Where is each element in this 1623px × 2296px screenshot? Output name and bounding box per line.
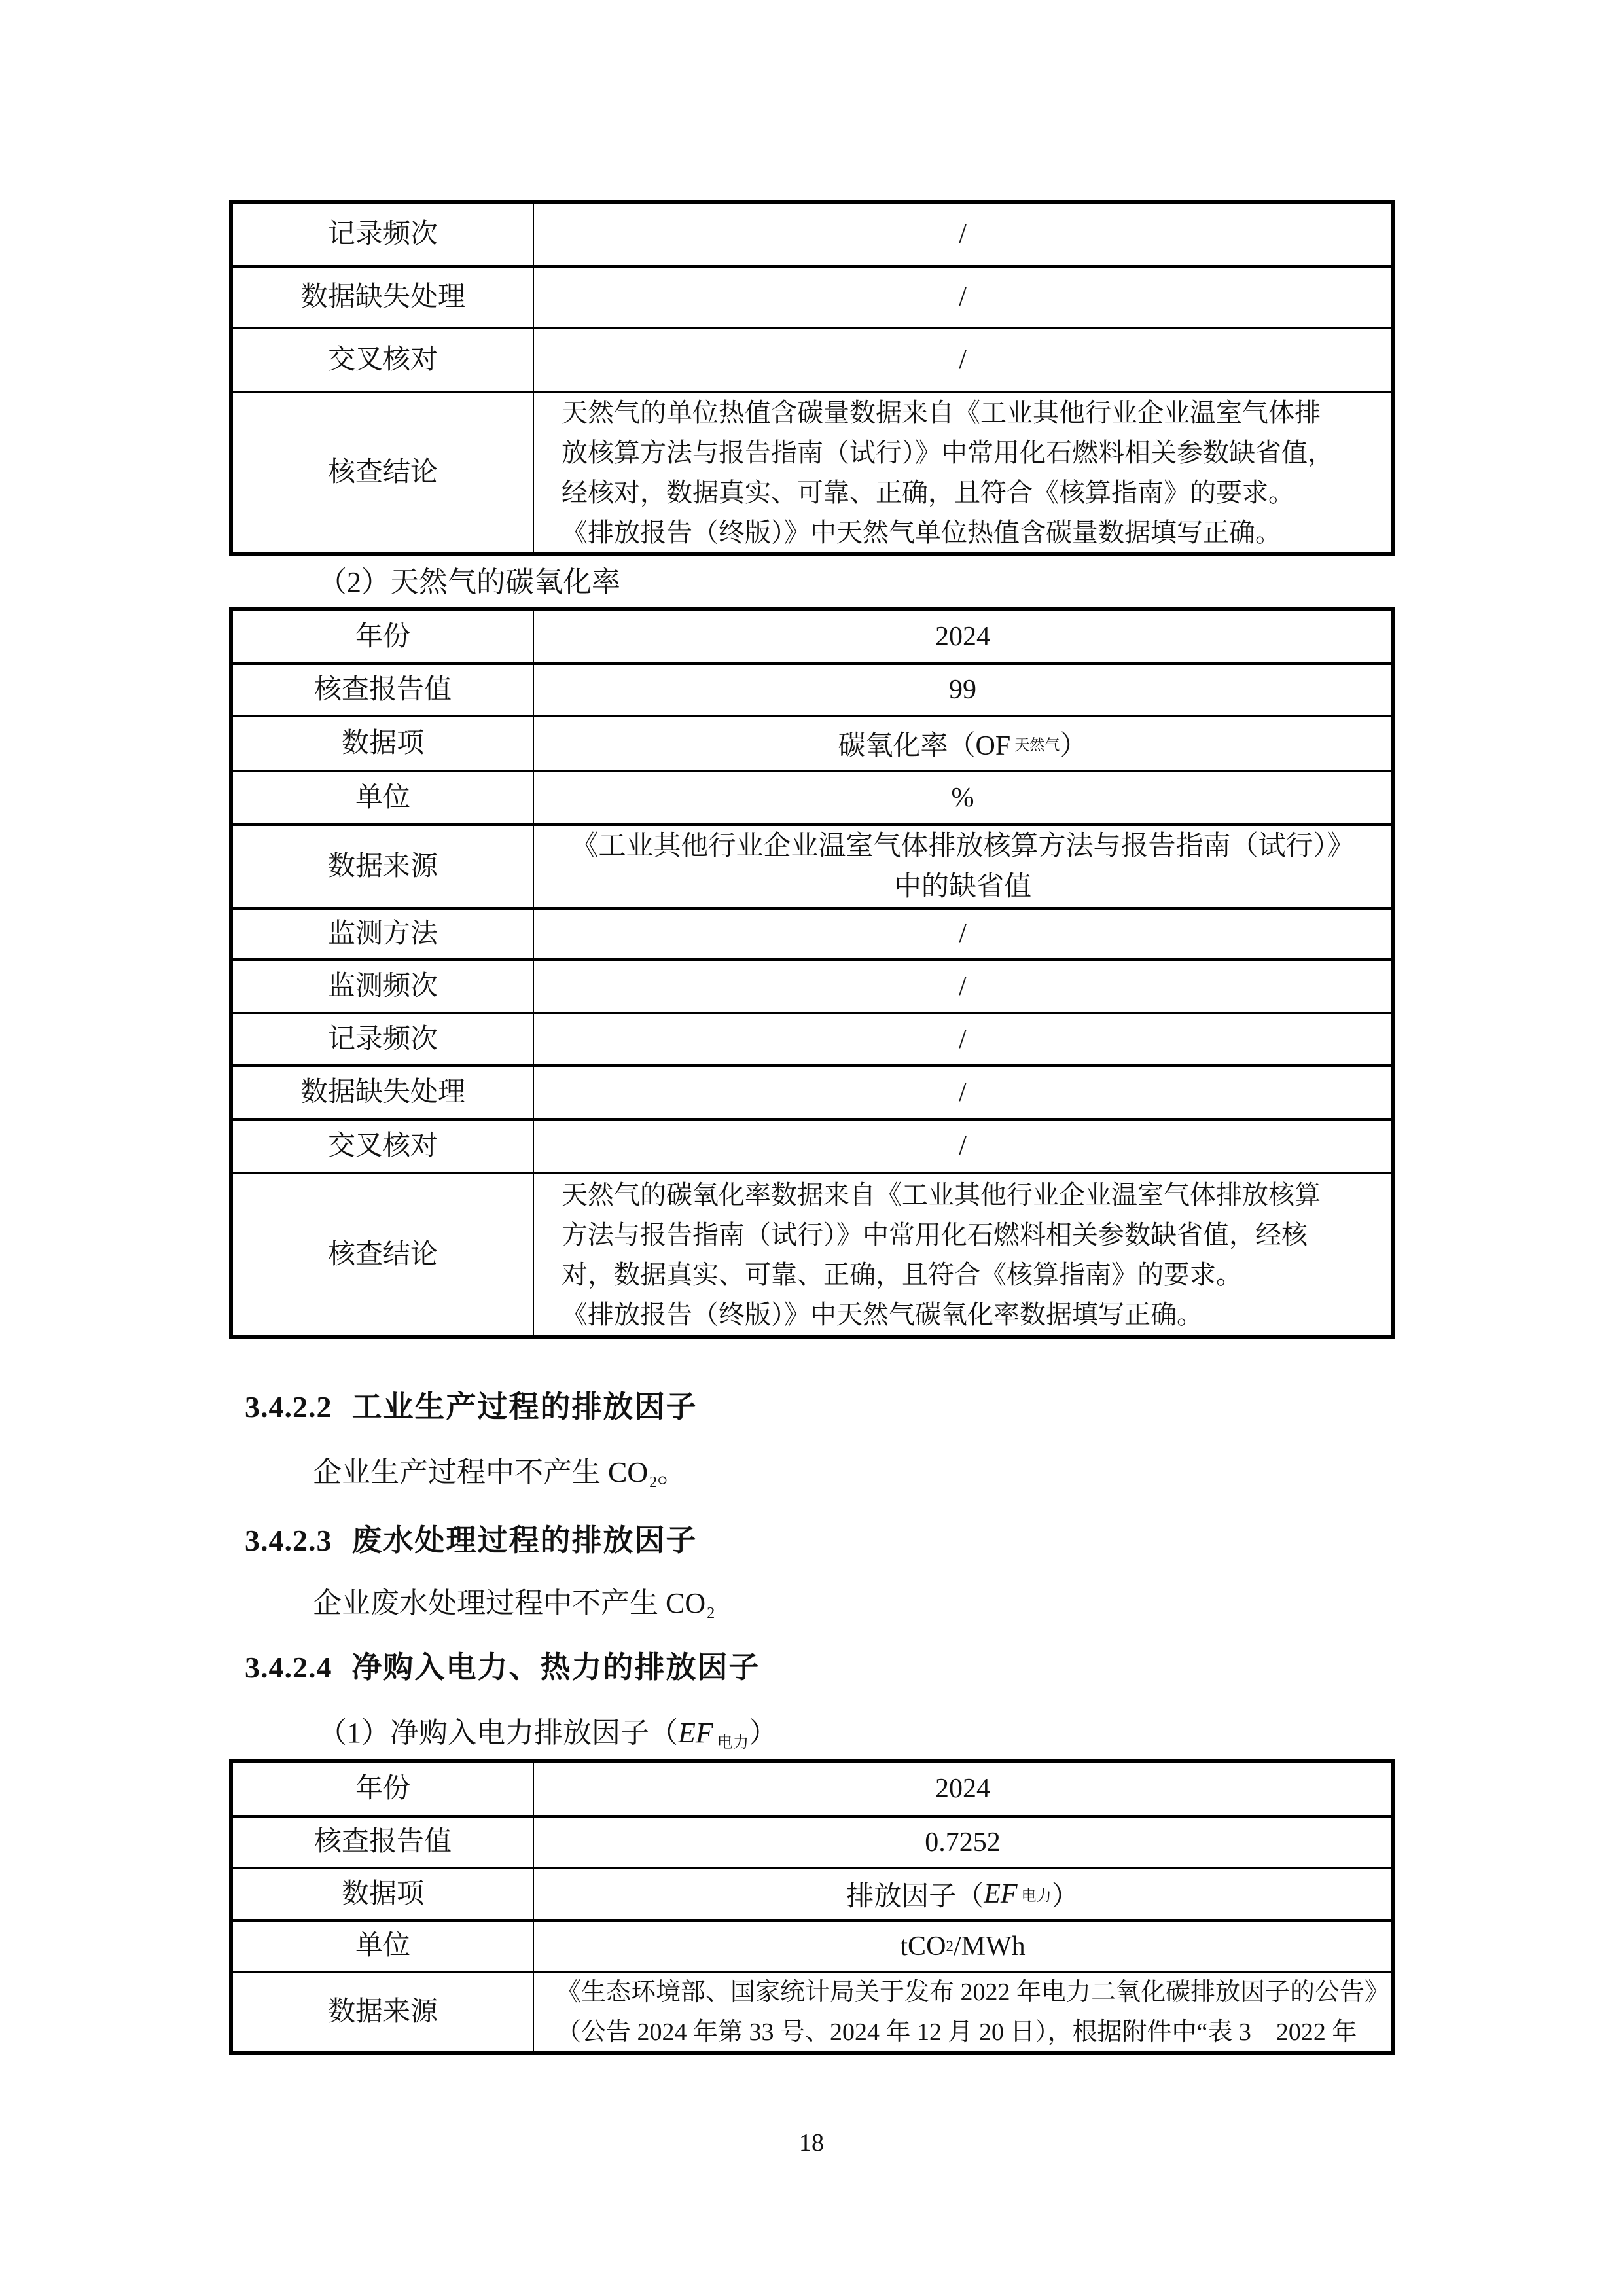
row-value: / [959,345,967,375]
unit-text: tCO [900,1931,946,1962]
subheading-text: ） [749,1717,778,1749]
heading-3-4-2-3 [245,1522,698,1558]
paragraph-wastewater-process [313,1585,715,1632]
data-source-text [534,1973,1391,2051]
conclusion-line: 方法与报告指南（试行）》中常用化石燃料相关参数缺省值，经核 [562,1220,1308,1249]
data-source-line: 《生态环境部、国家统计局关于发布 2022 年电力二氧化碳排放因子的公告》 [556,1978,1390,2006]
heading-number: 3.4.2.4 [245,1651,332,1684]
subheading-electricity-emission-factor [318,1716,777,1760]
table-row [233,611,1391,662]
row-value: % [951,783,974,813]
row-value: / [959,1024,967,1054]
heading-3-4-2-4 [245,1649,760,1685]
table-row-conclusion [233,1172,1391,1335]
paragraph-text: 。 [657,1456,687,1488]
row-value: / [959,282,967,312]
paragraph-text: 企业废水处理过程中不产生 CO [313,1587,706,1619]
row-label: 数据缺失处理 [233,1067,534,1118]
table-row [233,715,1391,770]
table-row [233,1867,1391,1919]
row-label: 交叉核对 [233,1121,534,1172]
row-label: 单位 [233,1922,534,1971]
subheading-text: （1）净购入电力排放因子（ [318,1717,678,1749]
conclusion-line: 天然气的碳氧化率数据来自《工业其他行业企业温室气体排放核算 [562,1180,1321,1210]
co2-subscript: 2 [649,1473,658,1492]
table-row [233,823,1391,907]
heading-number: 3.4.2.3 [245,1524,332,1557]
ef-symbol: EF [678,1717,713,1749]
table-row [233,1971,1391,2051]
data-item-text: ） [1051,1882,1079,1912]
row-label: 核查报告值 [233,665,534,715]
conclusion-line: 经核对，数据真实、可靠、正确，且符合《核算指南》的要求。 [562,478,1294,507]
table-row [233,265,1391,327]
data-source-line: 中的缺省值 [893,872,1031,902]
data-source-line: 《工业其他行业企业温室气体排放核算方法与报告指南（试行）》 [571,831,1355,861]
heading-title: 废水处理过程的排放因子 [351,1523,698,1557]
table-row-conclusion [233,391,1391,552]
row-label: 监测方法 [233,910,534,958]
row-label: 监测频次 [233,961,534,1012]
row-value: / [959,919,967,949]
table-row [233,770,1391,823]
conclusion-line: 天然气的单位热值含碳量数据来自《工业其他行业企业温室气体排 [562,398,1321,427]
row-label: 年份 [233,611,534,662]
row-value [534,1922,1391,1971]
heading-3-4-2-2 [245,1389,698,1425]
row-value: / [959,971,967,1001]
conclusion-line: 《排放报告（终版）》中天然气碳氧化率数据填写正确。 [562,1300,1203,1329]
unit-subscript: 2 [946,1937,954,1954]
table-row [233,327,1391,391]
ef-symbol: EF [984,1879,1018,1909]
row-label: 数据来源 [233,1973,534,2051]
ef-subscript: 电力 [717,1734,749,1752]
row-label: 核查结论 [233,393,534,552]
row-label: 年份 [233,1763,534,1815]
table-row [233,662,1391,715]
heading-title: 工业生产过程的排放因子 [351,1390,698,1424]
conclusion-text [534,1174,1391,1335]
co2-subscript: 2 [707,1604,715,1623]
row-value [534,1869,1391,1919]
row-label: 核查报告值 [233,1818,534,1867]
table-gas-carbon-content-continued [229,200,1395,556]
row-label: 交叉核对 [233,329,534,391]
conclusion-line: 对，数据真实、可靠、正确，且符合《核算指南》的要求。 [562,1260,1242,1289]
table-row [233,1815,1391,1867]
table-row [233,958,1391,1012]
row-value: 0.7252 [925,1827,1001,1857]
ef-subscript: 电力 [1021,1887,1052,1904]
row-value: / [959,219,967,249]
row-label: 单位 [233,772,534,823]
table-row [233,1763,1391,1815]
data-source-line: （公告 2024 年第 33 号、2024 年 12 月 20 日），根据附件中“表 3 2022 年 [556,2018,1357,2046]
subheading-gas-oxidation-rate: （2）天然气的碳氧化率 [318,566,620,598]
table-row [233,1919,1391,1971]
row-label: 核查结论 [233,1174,534,1335]
page-number: 18 [799,2129,824,2157]
table-row [233,1118,1391,1172]
heading-title: 净购入电力、热力的排放因子 [351,1650,760,1684]
row-label: 数据项 [233,717,534,770]
table-electricity-emission-factor [229,1759,1395,2055]
row-label: 记录频次 [233,204,534,265]
data-source-text [534,826,1391,907]
data-item-text: ） [1060,731,1088,761]
heading-number: 3.4.2.2 [245,1390,332,1424]
row-value: 2024 [935,1774,990,1804]
data-item-text: 碳氧化率（OF [838,731,1011,761]
unit-text: /MWh [953,1931,1026,1962]
table-gas-oxidation-rate [229,607,1395,1339]
table-row [233,1012,1391,1064]
conclusion-text [534,393,1391,552]
conclusion-line: 《排放报告（终版）》中天然气单位热值含碳量数据填写正确。 [562,518,1281,547]
row-value: 2024 [935,622,990,652]
data-item-subscript: 天然气 [1014,736,1060,753]
row-label: 数据项 [233,1869,534,1919]
row-label: 记录频次 [233,1014,534,1064]
row-value [534,717,1391,770]
table-row [233,1064,1391,1118]
paragraph-text: 企业生产过程中不产生 CO [313,1456,649,1488]
table-row [233,204,1391,265]
table-row [233,907,1391,958]
row-value: / [959,1077,967,1107]
data-item-text: 排放因子（ [846,1882,984,1912]
row-label: 数据缺失处理 [233,268,534,327]
row-value: / [959,1131,967,1161]
paragraph-production-process [313,1454,686,1501]
row-label: 数据来源 [233,826,534,907]
conclusion-line: 放核算方法与报告指南（试行）》中常用化石燃料相关参数缺省值， [562,438,1334,467]
row-value: 99 [949,675,976,705]
